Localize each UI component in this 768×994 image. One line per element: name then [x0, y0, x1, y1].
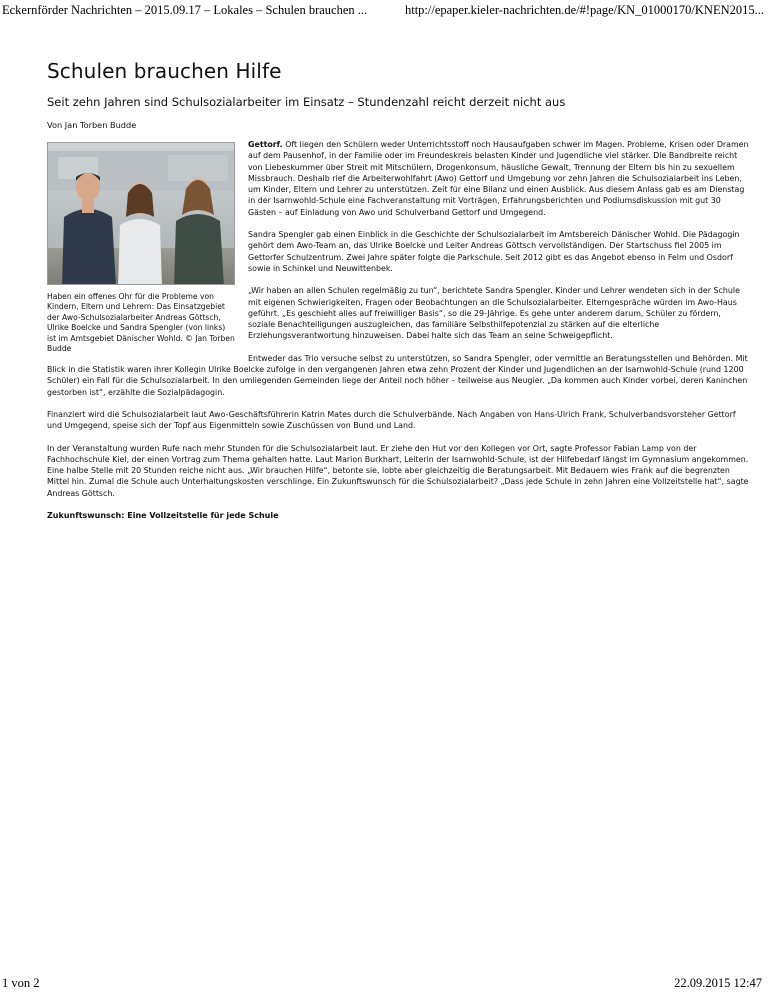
print-header-title: Eckernförder Nachrichten – 2015.09.17 – Lokales – Schulen brauchen ... [2, 3, 368, 17]
print-header [0, 3, 768, 23]
article-subline: Seit zehn Jahren sind Schulsozialarbeiter im Einsatz – Stundenzahl reicht derzeit nicht aus [47, 95, 566, 109]
photo-caption: Haben ein offenes Ohr für die Probleme von Kindern, Eltern und Lehrern: Das Einsatzgebiet der Awo-Schulsozialarbeiter Andreas Göttsch, Ulrike Boelcke und Sandra Spengler (von links) ist im Amtsgebiet Dänischer Wohld. © Jan Torben Budde [47, 292, 235, 354]
article-photo [47, 142, 235, 285]
article-paragraph-5: Finanziert wird die Schulsozialarbeit laut Awo-Geschäftsführerin Katrin Mates durch die Schulverbände. Nach Angaben von Hans-Ulrich Frank, Schulverbandsvorsteher Gettorf und Umgegend, speise sich der Topf aus Eigenmitteln sowie Zuschüssen von Bund und Land. [47, 409, 736, 431]
article-byline: Von Jan Torben Budde [47, 120, 137, 130]
paragraph-text: Oft liegen den Schülern weder Unterrichtsstoff noch Hausaufgaben schwer im Magen. Probleme, Krisen oder Dramen auf dem Pausenhof, in der Familie oder im Freundeskreis belasten Kinder und Jugendliche viel stärker. Die Bandbreite reicht von Liebeskummer über Streit mit Mitschülern, Drogenkonsum, häusliche Gewalt, Trennung der Eltern bis hin zu sexuellem Missbrauch. Deshalb rief die Arbeiterwohlfahrt (Awo) Gettorf und Umgebung vor zehn Jahren die Schulsozialarbeit ins Leben, um Kinder, Eltern und Lehrer zu unterstützen. Zeit für eine Bilanz und einen Ausblick. Aus diesem Anlass gab es am Dienstag in der Isarnwohld-Schule eine Fachveranstaltung mit Vorträgen, Erfahrungsberichten und Podiumsdiskussion mit gut 30 Gästen – auf Einladung von Awo und Schulverband Gettorf und Umgegend. [248, 140, 749, 217]
article-subheading: Zukunftswunsch: Eine Vollzeitstelle für jede Schule [47, 511, 279, 521]
print-header-url[interactable]: http://epaper.kieler-nachrichten.de/#!page/KN_01000170/KNEN2015... [404, 3, 764, 17]
print-datetime: 22.09.2015 12:47 [674, 976, 762, 990]
article [47, 58, 750, 522]
article-figure [47, 139, 243, 354]
article-body [47, 139, 750, 522]
print-footer [0, 976, 768, 994]
article-paragraph-2: Sandra Spengler gab einen Einblick in die Geschichte der Schulsozialarbeit im Amtsbereich Dänischer Wohld. Die Pädagogin gehört dem Awo-Team an, das Ulrike Boelcke und Leiter Andreas Göttsch vervollständigen. Der Startschuss fiel 2005 im Gettorfer Schulzentrum. Zwei Jahre später folgte die Parkschule. Seit 2012 gibt es das Angebot ebenso in Felm und Osdorf sowie in Schinkel und Neuwittenbek. [248, 230, 740, 273]
article-headline: Schulen brauchen Hilfe [47, 59, 282, 83]
page-number: 1 von 2 [2, 976, 40, 990]
article-paragraph-3: „Wir haben an allen Schulen regelmäßig zu tun“, berichtete Sandra Spengler. Kinder und Lehrer wendeten sich in der Schule mit eigenen Schwierigkeiten, Fragen oder Beobachtungen an die Schulsozialarbeiter. Elterngespräche würden im Awo-Haus geführt. „Es geschieht alles auf freiwilliger Basis“, so die 29-Jährige. Es gehe unter anderem darum, Schüler zu fördern, soziale Benachteiligungen auszugleichen, das familiäre Selbsthilfepotenzial zu stärken auf die elterliche Erziehungsverantwortung hinzuweisen. Dabei halte sich das Team an seine Schweigepflicht. [248, 286, 740, 341]
photo-illustration [48, 143, 235, 285]
article-paragraph-6: In der Veranstaltung wurden Rufe nach mehr Stunden für die Schulsozialarbeit laut. Er ziehe den Hut vor den Kollegen vor Ort, sagte Professor Fabian Lamp von der Fachhochschule Kiel, der einen Vortrag zum Thema gehalten hatte. Laut Marion Burkhart, Leiterin der Isarnwohld-Schule, ist der Hilfebedarf längst im Gymnasium angekommen. Eine halbe Stelle mit 20 Stunden reiche nicht aus. „Wir brauchen Hilfe“, betonte sie, lobte aber gleichzeitig die Beratungsarbeit. Mit Bedauern wies Frank auf die begrenzten Mittel hin. Zumal die Schule auch Unterhaltungskosten verschlinge. Ein Zukunftswunsch für die Schulsozialarbeit? „Dass jede Schule in zehn Jahren eine Vollzeitstelle hat“, sagte Andreas Göttsch. [47, 443, 749, 498]
article-paragraph-4: Entweder das Trio versuche selbst zu unterstützen, so Sandra Spengler, oder vermittle an Beratungsstellen und Behörden. Mit Blick in die Statistik waren ihrer Kollegin Ulrike Boelcke zufolge in den vergangenen Jahren etwa zehn Prozent der Kinder und Jugendlichen an der Isarnwohld-Schule (rund 1200 Schüler) ein Fall für die Schulsozialarbeit. In den umliegenden Gemeinden liege der Anteil noch höher – teilweise aus Neugier. „Da kommen auch Kinder vorbei, deren Kaninchen gestorben ist“, erzählte die Sozialpädagogin. [47, 353, 748, 397]
article-dateline: Gettorf. [248, 140, 283, 149]
